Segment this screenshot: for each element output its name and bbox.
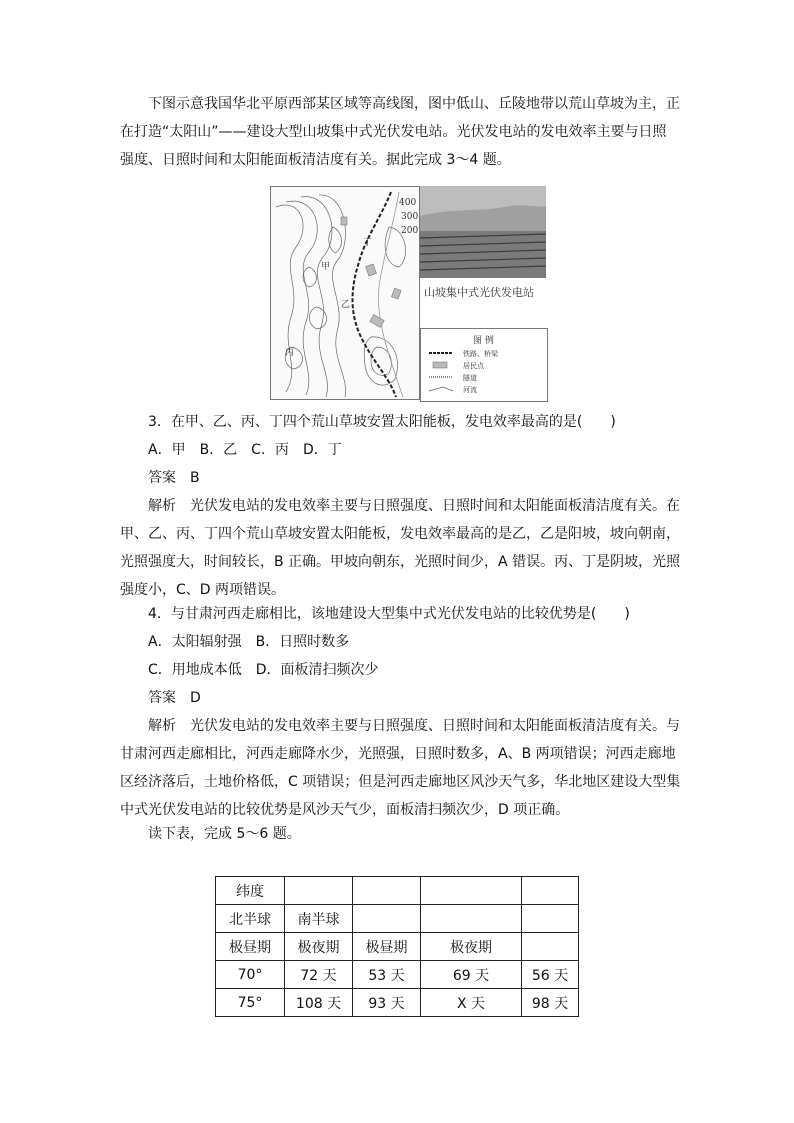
table-cell: 98 天 <box>522 989 579 1017</box>
table-cell: 极昼期 <box>216 933 285 961</box>
solar-station-photo-graphic <box>420 186 546 278</box>
legend-item-tunnel: 隧道 <box>463 374 477 382</box>
q3-analysis-line-4: 强度小，C、D 两项错误。 <box>120 582 286 598</box>
place-marker-jia: 甲 <box>321 262 331 272</box>
table-row <box>216 905 579 933</box>
legend-title: 图 例 <box>473 336 494 346</box>
table-cell <box>421 877 522 905</box>
table-row <box>216 961 579 989</box>
table-row <box>216 989 579 1017</box>
solar-station-photo <box>420 186 546 278</box>
legend-symbols <box>421 329 461 401</box>
table-row <box>216 933 579 961</box>
q3-analysis-line-2: 甲、乙、丙、丁四个荒山草坡安置太阳能板，发电效率最高的是乙，乙是阳坡，坡向朝南， <box>120 526 680 542</box>
q4-analysis-line-2: 甘肃河西走廊相比，河西走廊降水少，光照强，日照时数多，A、B 两项错误；河西走廊地 <box>120 746 676 762</box>
table-cell <box>522 877 579 905</box>
table-cell <box>353 877 421 905</box>
intro-line-2: 在打造“太阳山”——建设大型山坡集中式光伏发电站。光伏发电站的发电效率主要与日照 <box>120 124 667 140</box>
contour-lines-graphic <box>271 187 419 399</box>
q4-analysis-line-4: 中式光伏发电站的比较优势是风沙天气少，面板清扫频次少，D 项正确。 <box>120 802 570 818</box>
polar-day-night-table <box>215 876 579 1017</box>
table-cell: 极夜期 <box>285 933 353 961</box>
table-cell: 极夜期 <box>421 933 522 961</box>
table-cell: 72 天 <box>285 961 353 989</box>
place-marker-ding: 丁 <box>363 238 373 248</box>
table-intro: 读下表，完成 5～6 题。 <box>148 826 301 842</box>
table-cell: 北半球 <box>216 905 285 933</box>
photo-caption: 山坡集中式光伏发电站 <box>424 286 534 299</box>
table-cell: 108 天 <box>285 989 353 1017</box>
table-cell <box>522 933 579 961</box>
table-cell: 56 天 <box>522 961 579 989</box>
table-cell: 70° <box>216 961 285 989</box>
table-cell <box>353 905 421 933</box>
table-cell: 极昼期 <box>353 933 421 961</box>
table-cell: 53 天 <box>353 961 421 989</box>
q3-options: A．甲 B．乙 C．丙 D．丁 <box>148 442 342 458</box>
intro-line-1: 下图示意我国华北平原西部某区域等高线图，图中低山、丘陵地带以荒山草坡为主，正 <box>148 96 680 112</box>
q3-answer: 答案 B <box>148 470 200 486</box>
contour-map-figure <box>270 186 546 400</box>
q4-stem: 4．与甘肃河西走廊相比，该地建设大型集中式光伏发电站的比较优势是( ) <box>148 606 630 622</box>
place-marker-yi: 乙 <box>341 300 351 310</box>
table-row <box>216 877 579 905</box>
table-cell <box>522 905 579 933</box>
legend-item-settlement: 居民点 <box>463 362 484 370</box>
table-cell: 69 天 <box>421 961 522 989</box>
table-cell: X 天 <box>421 989 522 1017</box>
q4-options-line-2: C．用地成本低 D．面板清扫频次少 <box>148 662 379 678</box>
q3-stem: 3．在甲、乙、丙、丁四个荒山草坡安置太阳能板，发电效率最高的是( ) <box>148 414 616 430</box>
table-cell: 93 天 <box>353 989 421 1017</box>
table-cell: 纬度 <box>216 877 285 905</box>
contour-label-200: 200 <box>401 226 419 236</box>
q4-analysis-line-3: 区经济落后，土地价格低，C 项错误；但是河西走廊地区风沙天气多，华北地区建设大型集 <box>120 774 681 790</box>
contour-label-300: 300 <box>401 212 419 222</box>
place-marker-bing: 丙 <box>285 348 295 358</box>
q3-analysis-line-1: 解析 光伏发电站的发电效率主要与日照强度、日照时间和太阳能面板清洁度有关。在 <box>148 498 680 514</box>
table-cell: 南半球 <box>285 905 353 933</box>
legend-item-railway: 铁路、桥梁 <box>463 350 498 358</box>
contour-map <box>270 186 420 400</box>
contour-label-400: 400 <box>399 198 417 208</box>
q4-answer: 答案 D <box>148 690 201 706</box>
q3-analysis-line-3: 光照强度大，时间较长，B 正确。甲坡向朝东，光照时间少，A 错误。丙、丁是阴坡，光照 <box>120 554 681 570</box>
table-cell <box>285 877 353 905</box>
legend-item-river: 河流 <box>463 386 477 394</box>
q4-options-line-1: A．太阳辐射强 B．日照时数多 <box>148 634 350 650</box>
table-cell: 75° <box>216 989 285 1017</box>
intro-line-3: 强度、日照时间和太阳能面板清洁度有关。据此完成 3～4 题。 <box>120 152 511 168</box>
table-cell <box>421 905 522 933</box>
map-legend <box>420 328 548 402</box>
q4-analysis-line-1: 解析 光伏发电站的发电效率主要与日照强度、日照时间和太阳能面板清洁度有关。与 <box>148 718 680 734</box>
